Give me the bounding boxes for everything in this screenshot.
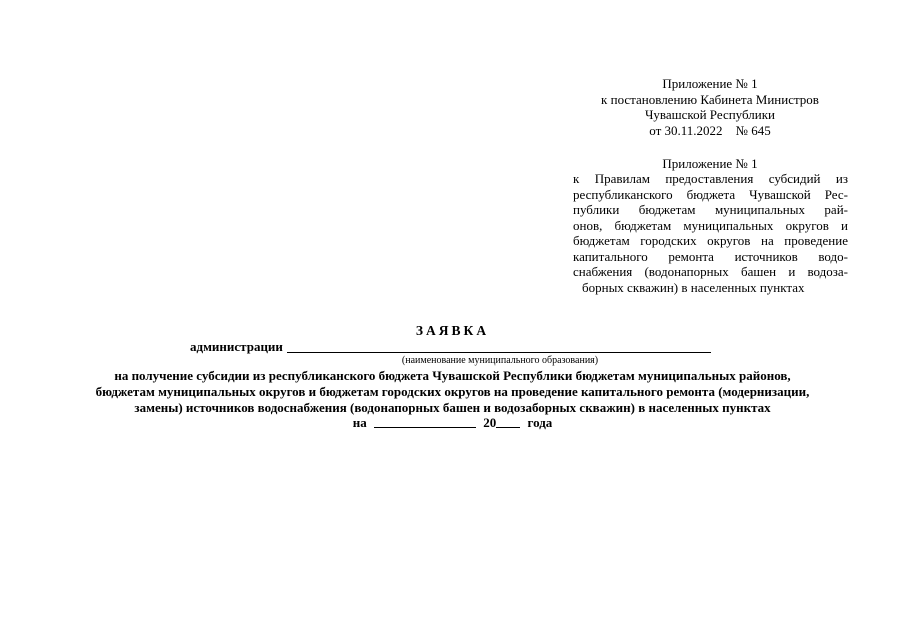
appendix-2-title: Приложение № 1 bbox=[662, 156, 758, 171]
admin-name-blank bbox=[287, 340, 711, 353]
purpose-line: бюджетам муниципальных округов и бюджетам городских округов на проведение капитального ремонта (модернизации, bbox=[95, 384, 810, 399]
appendix-1-line: Чувашской Республики bbox=[644, 107, 776, 122]
purpose-line: на получение субсидии из республиканского бюджета Чувашской Республики бюджетам муниципальных районов, bbox=[114, 368, 791, 383]
year-blank bbox=[496, 415, 520, 428]
appendix-1-block bbox=[560, 76, 860, 138]
appendix-1-line: Приложение № 1 bbox=[662, 76, 758, 91]
purpose-line: замены) источников водоснабжения (водонапорных башен и водозаборных скважин) в населенных пунктах bbox=[134, 400, 771, 415]
appendix-2-line: публики бюджетам муниципальных рай- bbox=[573, 202, 848, 217]
period-year-prefix: 20 bbox=[483, 415, 497, 430]
period-row bbox=[0, 415, 905, 431]
appendix-2-line: бюджетам городских округов на проведение bbox=[573, 233, 848, 248]
admin-hint: (наименование муниципального образования) bbox=[401, 355, 599, 366]
period-blank bbox=[374, 415, 476, 428]
appendix-2-line: к Правилам предоставления субсидий из bbox=[573, 171, 848, 186]
appendix-2-line: онов, бюджетам муниципальных округов и bbox=[573, 217, 848, 233]
request-title: ЗАЯВКА bbox=[415, 323, 490, 338]
admin-row bbox=[190, 339, 711, 355]
appendix-2-line: республиканского бюджета Чувашской Рес- bbox=[573, 186, 848, 202]
appendix-2-line: капитального ремонта источников водо- bbox=[573, 248, 848, 264]
appendix-1-line: от 30.11.2022 № 645 bbox=[649, 122, 771, 138]
period-suffix: года bbox=[527, 415, 553, 430]
request-purpose bbox=[50, 368, 855, 416]
appendix-1-line: к постановлению Кабинета Министров bbox=[601, 91, 819, 107]
period-prefix: на bbox=[352, 415, 367, 430]
appendix-2-block bbox=[573, 171, 848, 295]
admin-label: администрации bbox=[190, 339, 283, 354]
appendix-2-line: снабжения (водонапорных башен и водоза- bbox=[573, 264, 848, 279]
appendix-2-line: борных скважин) в населенных пунктах bbox=[582, 279, 805, 295]
